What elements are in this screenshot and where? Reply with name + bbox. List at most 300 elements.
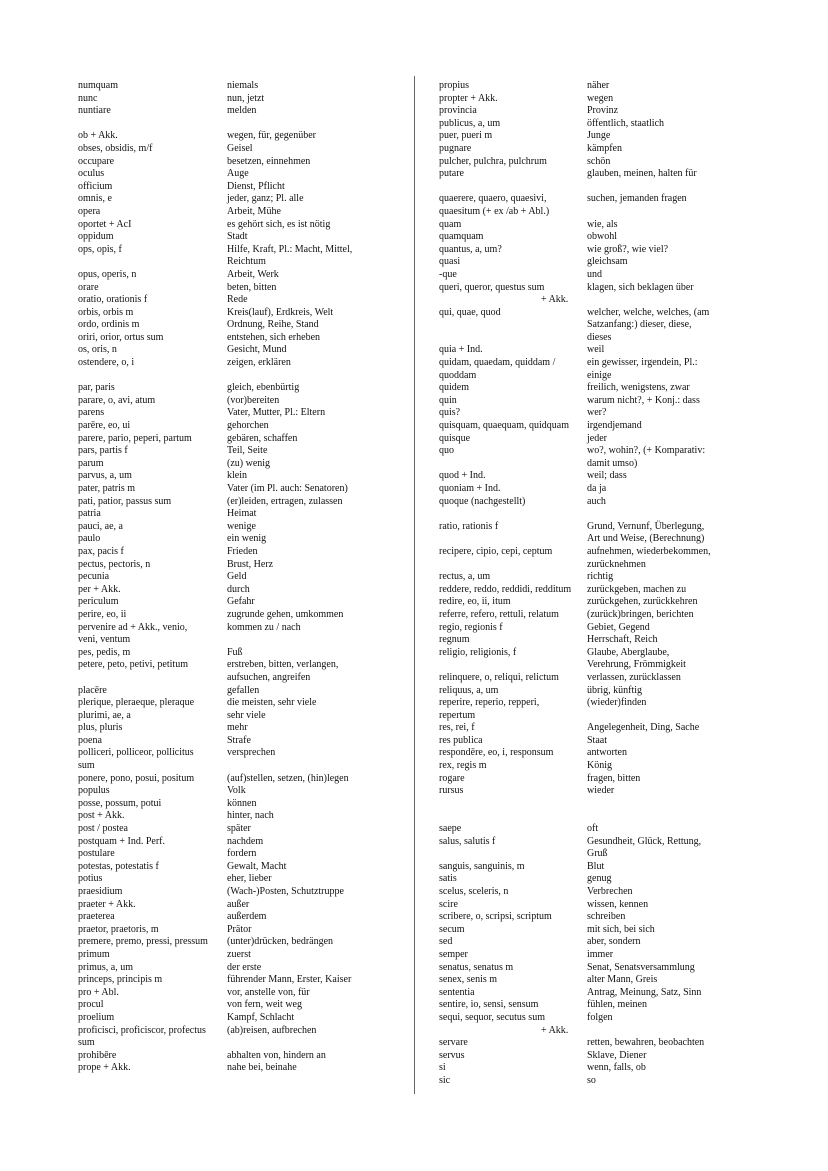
german-translation: von fern, weit weg [227, 999, 302, 1011]
latin-term: + Akk. [541, 1024, 569, 1036]
latin-term: quisquam, quaequam, quidquam [439, 420, 569, 432]
latin-term: praeter + Akk. [78, 898, 136, 910]
vocab-row [439, 219, 779, 232]
latin-term: respondēre, eo, i, responsum [439, 747, 554, 759]
latin-term: parens [78, 407, 105, 419]
german-translation: wissen, kennen [587, 898, 649, 910]
vocab-row [439, 760, 779, 773]
german-translation: die meisten, sehr viele [227, 697, 317, 709]
latin-term: plurimi, ae, a [78, 709, 131, 721]
german-translation: Strafe [227, 734, 251, 746]
latin-term: sic [439, 1074, 451, 1086]
german-translation: nahe bei, beinahe [227, 1062, 297, 1074]
german-translation: vor, anstelle von, für [227, 986, 310, 998]
latin-term: quasi [439, 256, 461, 268]
latin-term: quantus, a, um? [439, 243, 502, 255]
vocab-row [78, 382, 412, 395]
vocab-row [439, 282, 779, 295]
vocab-row [439, 710, 779, 723]
german-translation: ein gewisser, irgendein, Pl.: [587, 357, 698, 369]
latin-term [439, 332, 587, 345]
vocab-row [78, 609, 412, 622]
german-translation: niemals [227, 80, 259, 91]
vocab-row [439, 244, 779, 257]
latin-term: premere, premo, pressi, pressum [78, 936, 208, 948]
latin-term: ordo, ordinis m [78, 319, 140, 331]
german-translation: Teil, Seite [227, 445, 268, 457]
latin-term: perire, eo, ii [78, 608, 127, 620]
german-translation: übrig, künftig [587, 684, 642, 696]
vocab-row [439, 294, 779, 307]
vocab-row [78, 810, 412, 823]
latin-term: senex, senis m [439, 974, 498, 986]
vocab-row [78, 80, 412, 93]
vocab-row [78, 256, 412, 269]
latin-term: scribere, o, scripsi, scriptum [439, 911, 552, 923]
german-translation: suchen, jemanden fragen [587, 193, 687, 205]
vocab-row [439, 962, 779, 975]
vocab-row [78, 886, 412, 899]
vocab-row [78, 332, 412, 345]
german-translation: (vor)bereiten [227, 394, 280, 406]
latin-term: parēre, eo, ui [78, 420, 131, 432]
vocab-row [439, 445, 779, 458]
german-translation: sehr viele [227, 709, 266, 721]
vocab-row [439, 156, 779, 169]
german-translation [227, 760, 412, 773]
latin-term: postulare [78, 848, 115, 860]
german-translation: welcher, welche, welches, (am [587, 306, 710, 318]
german-translation: Frieden [227, 545, 258, 557]
vocab-row [439, 420, 779, 433]
german-translation: kommen zu / nach [227, 621, 301, 633]
german-translation: außer [227, 898, 250, 910]
vocab-row [78, 458, 412, 471]
vocab-row [78, 130, 412, 143]
latin-term: nunc [78, 92, 98, 104]
german-translation: es gehört sich, es ist nötig [227, 218, 331, 230]
latin-term: pati, patior, passus sum [78, 495, 172, 507]
german-translation: aufsuchen, angreifen [227, 671, 311, 683]
german-translation: beten, bitten [227, 281, 277, 293]
latin-term [439, 458, 587, 471]
vocab-row [78, 861, 412, 874]
german-translation: irgendjemand [587, 420, 642, 432]
german-translation: Antrag, Meinung, Satz, Sinn [587, 986, 702, 998]
latin-term: postquam + Ind. Perf. [78, 835, 166, 847]
latin-term: sententia [439, 986, 475, 998]
german-translation: immer [587, 948, 614, 960]
german-translation: Ordnung, Reihe, Stand [227, 319, 319, 331]
german-translation: wer? [587, 407, 607, 419]
vocab-row [78, 823, 412, 836]
vocab-row [78, 231, 412, 244]
vocab-row [78, 294, 412, 307]
vocab-row [78, 936, 412, 949]
latin-term: prohibēre [78, 1049, 117, 1061]
german-translation: gefallen [227, 684, 260, 696]
latin-term: sentire, io, sensi, sensum [439, 999, 539, 1011]
german-translation: dieses [587, 331, 612, 343]
vocab-row [439, 697, 779, 710]
german-translation: (zurück)bringen, berichten [587, 608, 694, 620]
german-translation: nun, jetzt [227, 92, 265, 104]
latin-term: oriri, orior, ortus sum [78, 331, 164, 343]
latin-term: sed [439, 936, 453, 948]
vocab-row [78, 269, 412, 282]
vocab-row [78, 521, 412, 534]
vocab-row [78, 735, 412, 748]
vocab-row [78, 773, 412, 786]
latin-term: officium [78, 180, 113, 192]
latin-term: obses, obsidis, m/f [78, 142, 153, 154]
latin-term: parvus, a, um [78, 470, 132, 482]
german-translation: fühlen, meinen [587, 999, 647, 1011]
latin-term: parare, o, avi, atum [78, 394, 156, 406]
vocab-row [78, 219, 412, 232]
latin-term: placēre [78, 684, 107, 696]
vocab-row [78, 722, 412, 735]
german-translation: wenige [227, 520, 256, 532]
latin-term [78, 672, 227, 685]
latin-term: oportet + AcI [78, 218, 132, 230]
german-translation: abhalten von, hindern an [227, 1049, 326, 1061]
vocab-row [78, 899, 412, 912]
vocab-row [439, 722, 779, 735]
latin-term: reddere, reddo, reddidi, redditum [439, 583, 572, 595]
spacer [78, 118, 412, 131]
latin-term: scelus, sceleris, n [439, 886, 509, 897]
german-translation: fragen, bitten [587, 772, 641, 784]
right-column [439, 80, 779, 1088]
german-translation: (wieder)finden [587, 697, 647, 709]
latin-term: pectus, pectoris, n [78, 558, 151, 570]
latin-term: par, paris [78, 382, 115, 394]
latin-term: pauci, ae, a [78, 520, 123, 532]
latin-term: oculus [78, 168, 105, 180]
german-translation: melden [227, 105, 257, 117]
german-translation: Brust, Herz [227, 558, 274, 570]
latin-term: proelium [78, 1011, 115, 1023]
german-translation: wegen [587, 92, 614, 104]
german-translation: kämpfen [587, 142, 622, 154]
latin-term: quoddam [439, 369, 477, 381]
german-translation: zurückgeben, machen zu [587, 583, 687, 595]
german-translation: entstehen, sich erheben [227, 331, 321, 343]
vocab-row [439, 785, 779, 798]
vocab-row [78, 596, 412, 609]
german-translation: und [587, 268, 602, 280]
german-translation: Sklave, Diener [587, 1049, 647, 1061]
latin-term: sum [78, 760, 95, 772]
german-translation: da ja [587, 483, 607, 494]
vocab-row [439, 256, 779, 269]
latin-term: + Akk. [541, 294, 569, 306]
german-translation: aufnehmen, wiederbekommen, [587, 545, 711, 557]
german-translation: schön [587, 155, 611, 167]
latin-term: senatus, senatus m [439, 961, 514, 973]
latin-term [78, 256, 227, 269]
vocab-row [78, 244, 412, 257]
latin-term [439, 659, 587, 672]
vocab-row [439, 130, 779, 143]
vocab-row [439, 1025, 779, 1038]
latin-term: posse, possum, potui [78, 797, 162, 809]
vocab-row [78, 1037, 412, 1050]
vocab-row [439, 672, 779, 685]
latin-term: ops, opis, f [78, 243, 122, 255]
latin-term: reliquus, a, um [439, 684, 499, 696]
vocab-row [78, 1062, 412, 1075]
latin-term: quin [439, 394, 457, 406]
german-translation: Stadt [227, 231, 248, 243]
vocab-row [78, 193, 412, 206]
latin-term: sanguis, sanguinis, m [439, 860, 525, 872]
latin-term: parum [78, 457, 104, 469]
latin-term: pro + Abl. [78, 986, 119, 998]
vocab-row [78, 672, 412, 685]
vocab-row [439, 395, 779, 408]
german-translation: zurücknehmen [587, 558, 646, 570]
latin-term: pervenire ad + Akk., venio, [78, 621, 188, 633]
german-translation: Gefahr [227, 596, 255, 608]
latin-term: procul [78, 999, 104, 1011]
german-translation: können [227, 797, 257, 809]
latin-term: -que [439, 268, 457, 280]
vocab-row [439, 433, 779, 446]
vocab-row [439, 193, 779, 206]
latin-term: veni, ventum [78, 634, 131, 646]
vocab-row [78, 307, 412, 320]
german-translation: Provinz [587, 105, 619, 117]
german-translation: wie, als [587, 218, 618, 230]
latin-term: quo [439, 445, 454, 457]
german-translation: Rede [227, 294, 248, 306]
latin-term: rex, regis m [439, 760, 487, 772]
vocab-row [78, 798, 412, 811]
vocab-row [439, 596, 779, 609]
latin-term: quaerere, quaero, quaesivi, [439, 193, 547, 205]
vocab-row [439, 143, 779, 156]
german-translation: Junge [587, 130, 611, 142]
vocab-row [78, 407, 412, 420]
vocab-row [78, 647, 412, 660]
german-translation [587, 294, 779, 307]
latin-term: post / postea [78, 823, 128, 835]
latin-term: polliceri, polliceor, pollicitus [78, 747, 194, 759]
german-translation: besetzen, einnehmen [227, 155, 311, 167]
vocab-row [439, 571, 779, 584]
latin-term: relinquere, o, reliqui, relictum [439, 671, 559, 683]
vocab-row [78, 760, 412, 773]
german-translation: auch [587, 495, 606, 507]
vocab-row [439, 533, 779, 546]
german-translation: Glaube, Aberglaube, [587, 646, 670, 658]
german-translation: so [587, 1074, 596, 1086]
latin-term: praetor, praetoris, m [78, 923, 159, 935]
german-translation: (unter)drücken, bedrängen [227, 936, 334, 948]
latin-term: pax, pacis f [78, 545, 124, 557]
latin-term: res publica [439, 734, 483, 746]
german-translation: richtig [587, 571, 614, 583]
latin-term: regio, regionis f [439, 621, 503, 633]
latin-term: puer, pueri m [439, 130, 493, 142]
vocab-row [78, 470, 412, 483]
vocab-row [78, 999, 412, 1012]
latin-term: per + Akk. [78, 583, 121, 595]
latin-term: quidam, quaedam, quiddam / [439, 357, 556, 369]
vocab-row [439, 659, 779, 672]
latin-term: rursus [439, 785, 464, 797]
vocab-row [78, 659, 412, 672]
latin-term: repertum [439, 709, 476, 721]
vocab-row [439, 634, 779, 647]
vocab-row [78, 319, 412, 332]
german-translation: schreiben [587, 911, 626, 923]
german-translation: Heimat [227, 508, 257, 520]
german-translation: mit sich, bei sich [587, 923, 655, 935]
vocab-row [439, 407, 779, 420]
vocab-row [439, 496, 779, 509]
latin-term: praeterea [78, 911, 115, 923]
latin-term: opera [78, 205, 101, 217]
vocab-row [439, 647, 779, 660]
german-translation: Gewalt, Macht [227, 860, 287, 872]
vocab-row [78, 282, 412, 295]
german-translation: alter Mann, Greis [587, 974, 658, 986]
german-translation: Senat, Senatsversammlung [587, 961, 695, 973]
latin-term: orare [78, 281, 99, 293]
latin-term: rectus, a, um [439, 571, 491, 583]
german-translation: verlassen, zurücklassen [587, 671, 681, 683]
vocab-row [78, 685, 412, 698]
german-translation: führender Mann, Erster, Kaiser [227, 974, 352, 986]
latin-term: secum [439, 923, 465, 935]
latin-term: patria [78, 508, 101, 520]
vocab-row [78, 533, 412, 546]
vocab-row [439, 899, 779, 912]
vocab-row [439, 974, 779, 987]
german-translation: Angelegenheit, Ding, Sache [587, 722, 700, 734]
latin-term: publicus, a, um [439, 117, 501, 129]
latin-term: quoniam + Ind. [439, 483, 501, 494]
german-translation: versprechen [227, 747, 276, 759]
latin-term [439, 848, 587, 861]
german-translation: Kampf, Schlacht [227, 1011, 295, 1023]
vocab-row [439, 80, 779, 93]
vocab-row [439, 483, 779, 496]
latin-term: oppidum [78, 231, 114, 243]
vocab-row [439, 93, 779, 106]
vocab-row [78, 987, 412, 1000]
latin-term: servare [439, 1037, 468, 1049]
german-translation: zurückgehen, zurückkehren [587, 596, 698, 608]
vocab-row [78, 395, 412, 408]
vocab-row [439, 848, 779, 861]
vocab-row [78, 559, 412, 572]
latin-term: ratio, rationis f [439, 520, 499, 532]
vocab-row [439, 231, 779, 244]
german-translation: wegen, für, gegenüber [227, 130, 317, 142]
german-translation: durch [227, 583, 250, 595]
latin-term: primus, a, um [78, 961, 133, 973]
german-translation: Kreis(lauf), Erdkreis, Welt [227, 306, 334, 318]
german-translation: Vater (im Pl. auch: Senatoren) [227, 483, 348, 494]
german-translation: Gruß [587, 848, 608, 860]
german-translation: weil [587, 344, 605, 356]
vocab-row [78, 1050, 412, 1063]
vocab-row [439, 118, 779, 131]
latin-term: sum [78, 1037, 95, 1049]
vocab-row [439, 823, 779, 836]
vocab-row [439, 987, 779, 1000]
german-translation: folgen [587, 1011, 613, 1023]
vocab-row [78, 974, 412, 987]
vocab-row [439, 861, 779, 874]
latin-term: salus, salutis f [439, 835, 496, 847]
spacer [439, 810, 779, 823]
latin-term: pulcher, pulchra, pulchrum [439, 155, 547, 167]
vocab-row [439, 168, 779, 181]
latin-term: nuntiare [78, 105, 111, 117]
vocab-row [439, 1062, 779, 1075]
german-translation: wie groß?, wie viel? [587, 243, 669, 255]
german-translation: gehorchen [227, 420, 269, 432]
vocab-row [439, 622, 779, 635]
latin-term: regnum [439, 634, 470, 646]
vocab-row [78, 93, 412, 106]
vocab-row [78, 697, 412, 710]
latin-term [439, 559, 587, 572]
latin-term: ponere, pono, posui, positum [78, 772, 195, 784]
german-translation: Verbrechen [587, 886, 633, 897]
latin-term: putare [439, 168, 464, 180]
vocab-row [439, 1075, 779, 1088]
vocab-row [78, 143, 412, 156]
latin-term: religio, religionis, f [439, 646, 517, 658]
vocab-row [78, 710, 412, 723]
german-translation: (Wach-)Posten, Schutztruppe [227, 886, 344, 897]
latin-term: orbis, orbis m [78, 306, 134, 318]
german-translation: gleichsam [587, 256, 628, 268]
vocab-row [439, 999, 779, 1012]
vocab-row [78, 168, 412, 181]
latin-term: quaesitum (+ ex /ab + Abl.) [439, 205, 550, 217]
german-translation: später [227, 823, 251, 835]
left-column [78, 80, 412, 1075]
latin-term: sequi, sequor, secutus sum [439, 1011, 545, 1023]
latin-term: populus [78, 785, 110, 797]
german-translation: damit umso) [587, 457, 638, 469]
german-translation: zuerst [227, 948, 251, 960]
latin-term: recipere, cipio, cepi, ceptum [439, 545, 553, 557]
latin-term: numquam [78, 80, 118, 91]
german-translation: retten, bewahren, beobachten [587, 1037, 705, 1049]
vocab-row [439, 873, 779, 886]
latin-term: os, oris, n [78, 344, 117, 356]
german-translation [227, 1037, 412, 1050]
latin-term: quia + Ind. [439, 344, 483, 356]
vocab-row [78, 546, 412, 559]
vocab-row [78, 949, 412, 962]
latin-term: scire [439, 898, 458, 910]
german-translation: näher [587, 80, 610, 91]
vocab-row [78, 445, 412, 458]
latin-term: quisque [439, 432, 471, 444]
latin-term: quam [439, 218, 462, 230]
vocab-row [78, 181, 412, 194]
german-translation: Dienst, Pflicht [227, 180, 285, 192]
